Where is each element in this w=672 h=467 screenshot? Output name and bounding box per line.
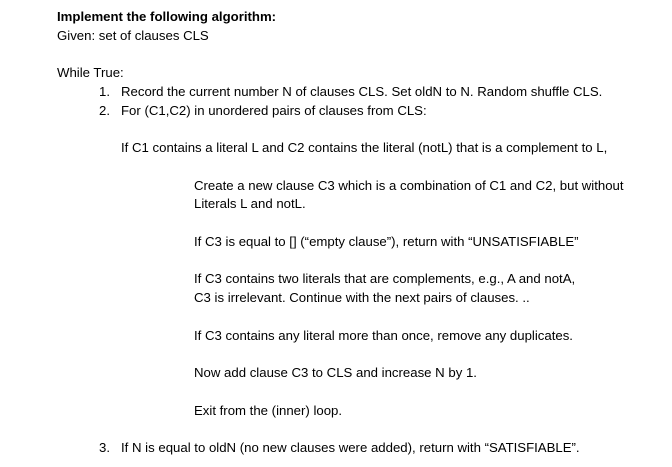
complement-condition: If C1 contains a literal L and C2 contains the literal (notL) that is a complement to L, — [121, 140, 608, 155]
given-line: Given: set of clauses CLS — [57, 28, 209, 43]
step-3-number: 3. — [99, 440, 110, 455]
step-2-number: 2. — [99, 103, 110, 118]
create-clause-line-2: Literals L and notL. — [194, 196, 306, 211]
loop-header: While True: — [57, 65, 124, 80]
duplicates-rule: If C3 contains any literal more than once, remove any duplicates. — [194, 328, 573, 343]
exit-loop-line: Exit from the (inner) loop. — [194, 403, 343, 418]
step-2-text: For (C1,C2) in unordered pairs of clauses from CLS: — [121, 103, 427, 118]
step-1-number: 1. — [99, 84, 110, 99]
document-title: Implement the following algorithm: — [57, 9, 277, 24]
complements-rule-line-1: If C3 contains two literals that are complements, e.g., A and notA, — [194, 271, 576, 286]
create-clause-line-1: Create a new clause C3 which is a combination of C1 and C2, but without — [194, 178, 624, 193]
complements-rule-line-2: C3 is irrelevant. Continue with the next pairs of clauses. .. — [194, 290, 530, 305]
step-1-text: Record the current number N of clauses CLS. Set oldN to N. Random shuffle CLS. — [121, 84, 603, 99]
step-3-text: If N is equal to oldN (no new clauses were added), return with “SATISFIABLE”. — [121, 440, 580, 455]
empty-clause-rule: If C3 is equal to [] (“empty clause”), return with “UNSATISFIABLE” — [194, 234, 579, 249]
add-clause-line: Now add clause C3 to CLS and increase N by 1. — [194, 365, 477, 380]
